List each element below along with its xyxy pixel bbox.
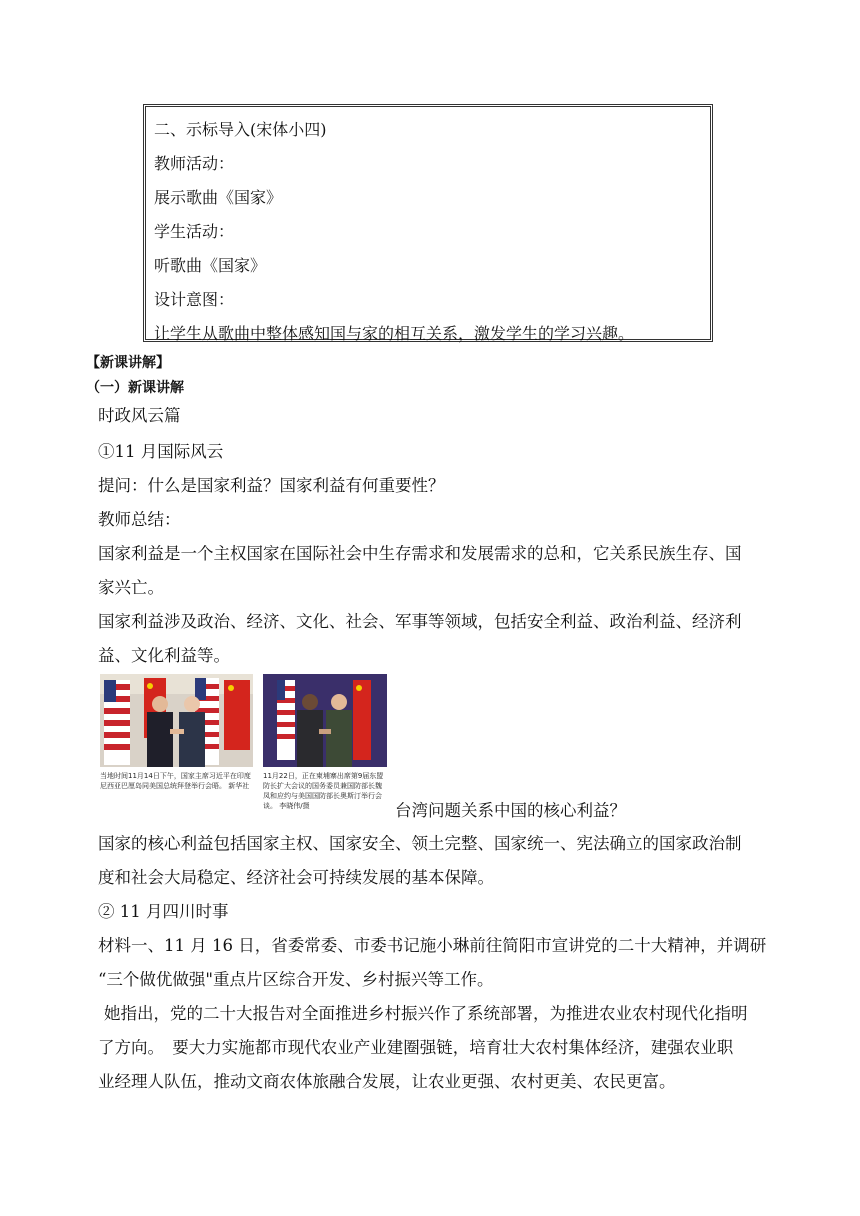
box-line-student: 学生活动： (154, 222, 235, 241)
photo-defense-meeting (263, 674, 387, 767)
paragraph-definition-1: 国家利益是一个主权国家在国际社会中生存需求和发展需求的总和，它关系民族生存、国 (98, 544, 742, 563)
paragraph-speech-1: 她指出，党的二十大报告对全面推进乡村振兴作了系统部署，为推进农业农村现代化指明 (104, 1004, 748, 1023)
box-line-intent: 设计意图： (154, 290, 235, 309)
box-line-intent-content: 让学生从歌曲中整体感知国与家的相互关系，激发学生的学习兴趣。 (154, 324, 635, 343)
paragraph-core-interest-1: 国家的核心利益包括国家主权、国家安全、领土完整、国家统一、宪法确立的国家政治制 (98, 834, 742, 853)
paragraph-summary-label: 教师总结： (98, 510, 181, 529)
photo-xi-biden-caption: 当地时间11月14日下午，国家主席习近平在印度尼西亚巴厘岛同美国总统拜登举行会晤。 新华社 (100, 772, 251, 790)
intro-box (143, 104, 713, 342)
paragraph-taiwan-question: 台湾问题关系中国的核心利益？ (395, 801, 626, 820)
paragraph-material-2: “三个做优做强"重点片区综合开发、乡村振兴等工作。 (98, 970, 494, 989)
paragraph-material-1: 材料一、11 月 16 日，省委常委、市委书记施小琳前往简阳市宣讲党的二十大精神，并调研 (98, 936, 767, 955)
paragraph-scope-1: 国家利益涉及政治、经济、文化、社会、军事等领域，包括安全利益、政治利益、经济利 (98, 612, 742, 631)
paragraph-scope-2: 益、文化利益等。 (98, 646, 230, 665)
paragraph-speech-3: 业经理人队伍，推动文商农体旅融合发展，让农业更强、农村更美、农民更富。 (98, 1072, 676, 1091)
box-line-teacher-content: 展示歌曲《国家》 (154, 188, 283, 207)
box-line-teacher: 教师活动： (154, 154, 235, 173)
photo-xi-biden (100, 674, 253, 767)
paragraph-speech-2: 了方向。 要大力实施都市现代农业产业建圈强链，培育壮大农村集体经济，建强农业职 (98, 1038, 734, 1057)
paragraph-section-name: 时政风云篇 (98, 406, 181, 425)
section-title: 【新课讲解】 (86, 355, 170, 371)
photo-defense-meeting-image (263, 674, 387, 767)
paragraph-international: ①11 月国际风云 (98, 442, 224, 461)
photo-defense-meeting-caption: 11月22日，正在柬埔寨出席第9届东盟防长扩大会议的国务委员兼国防部长魏凤和应约与美国国防部长奥斯汀举行会谈。 李晓伟/摄 (263, 772, 384, 810)
paragraph-question: 提问：什么是国家利益？国家利益有何重要性？ (98, 476, 445, 495)
box-line-title: 二、示标导入(宋体小四) (154, 120, 327, 139)
photo-xi-biden-image (100, 674, 253, 767)
box-line-student-content: 听歌曲《国家》 (154, 256, 267, 275)
paragraph-sichuan-news: ② 11 月四川时事 (98, 902, 229, 921)
paragraph-definition-2: 家兴亡。 (98, 578, 164, 597)
section-subtitle: （一）新课讲解 (86, 380, 184, 396)
paragraph-core-interest-2: 度和社会大局稳定、经济社会可持续发展的基本保障。 (98, 868, 494, 887)
